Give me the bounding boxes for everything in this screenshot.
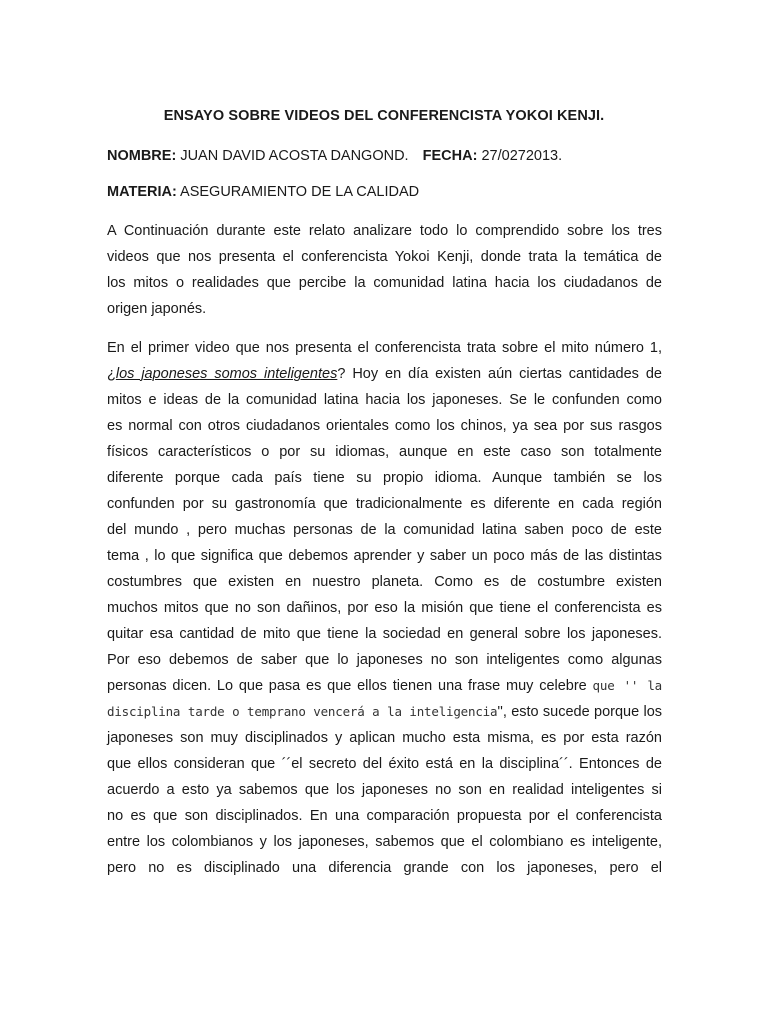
quote-text: disciplina tarde o temprano vencerá a la inteligencia xyxy=(107,704,498,719)
paragraph-line: A Continuación durante este relato analizare todo lo comprendido sobre los tres xyxy=(107,223,662,239)
paragraph-line: no es que son disciplinados. En una comparación propuesta por el conferencista xyxy=(107,808,662,824)
name-date-line xyxy=(107,146,562,166)
paragraph-line: diferente porque cada país tiene su propio idioma. Aunque también se los xyxy=(107,470,662,486)
paragraph-line: quitar esa cantidad de mito que tiene la sociedad en general sobre los japoneses. xyxy=(107,626,662,642)
materia-value: ASEGURAMIENTO DE LA CALIDAD xyxy=(180,184,420,200)
paragraph-line-question xyxy=(107,361,662,387)
paragraph-line: es normal con otros ciudadanos orientales como los chinos, ya sea por sus rasgos xyxy=(107,418,662,434)
nombre-value: JUAN DAVID ACOSTA DANGOND. xyxy=(180,148,409,164)
fecha-label: FECHA: xyxy=(422,148,478,164)
question-rest: ? Hoy en día existen aún ciertas cantidades de xyxy=(337,366,662,382)
paragraph-line: acuerdo a esto ya sabemos que los japoneses no son en realidad inteligentes si xyxy=(107,782,662,798)
materia-label: MATERIA: xyxy=(107,184,177,200)
italic-question: los japoneses somos inteligentes xyxy=(115,366,338,382)
paragraph-line: Por eso debemos de saber que lo japoneses no son inteligentes como algunas xyxy=(107,652,662,668)
paragraph-line: muchos mitos que no son dañinos, por eso la misión que tiene el conferencista es xyxy=(107,600,662,616)
paragraph-line: los mitos o realidades que percibe la comunidad latina hacia los ciudadanos de xyxy=(107,275,662,291)
document-title: ENSAYO SOBRE VIDEOS DEL CONFERENCISTA YOKOI KENJI. xyxy=(163,108,605,124)
paragraph-line: confunden por su gastronomía que tradicionalmente es diferente en cada región xyxy=(107,496,662,512)
quote-open: que '' la xyxy=(592,678,662,693)
paragraph-line: costumbres que existen en nuestro planeta. Como es de costumbre existen xyxy=(107,574,662,590)
quote-rest: '', esto sucede porque los xyxy=(497,704,663,720)
nombre-label: NOMBRE: xyxy=(107,148,177,164)
paragraph-body xyxy=(107,335,662,881)
paragraph-line-quote-end xyxy=(107,699,662,725)
paragraph-line: físicos característicos o por su idiomas, aunque en este caso son totalmente xyxy=(107,444,662,460)
paragraph-line: japoneses son muy disciplinados y aplican mucho esta misma, es por esta razón xyxy=(107,730,662,746)
paragraph-line: del mundo , pero muchas personas de la comunidad latina saben poco de este xyxy=(107,522,662,538)
paragraph-intro xyxy=(107,218,662,322)
paragraph-line: mitos e ideas de la comunidad latina hacia los japoneses. Se le confunden como xyxy=(107,392,662,408)
paragraph-line: videos que nos presenta el conferencista Yokoi Kenji, donde trata la temática de xyxy=(107,249,662,265)
paragraph-line: En el primer video que nos presenta el conferencista trata sobre el mito número 1, xyxy=(107,340,662,356)
paragraph-line: que ellos consideran que ´´el secreto del éxito está en la disciplina´´. Entonces de xyxy=(107,756,662,772)
materia-line xyxy=(107,182,419,202)
quote-lead: personas dicen. Lo que pasa es que ellos tienen una frase muy celebre xyxy=(107,678,593,694)
paragraph-line: origen japonés. xyxy=(107,301,207,317)
paragraph-line: entre los colombianos y los japoneses, sabemos que el colombiano es inteligente, xyxy=(107,834,662,850)
paragraph-line: tema , lo que significa que debemos aprender y saber un poco más de las distintas xyxy=(107,548,662,564)
paragraph-line: pero no es disciplinado una diferencia grande con los japoneses, pero el xyxy=(107,860,662,876)
paragraph-line-quote-start xyxy=(107,673,662,699)
question-open-mark: ¿ xyxy=(107,366,116,382)
fecha-value: 27/0272013. xyxy=(481,148,563,164)
